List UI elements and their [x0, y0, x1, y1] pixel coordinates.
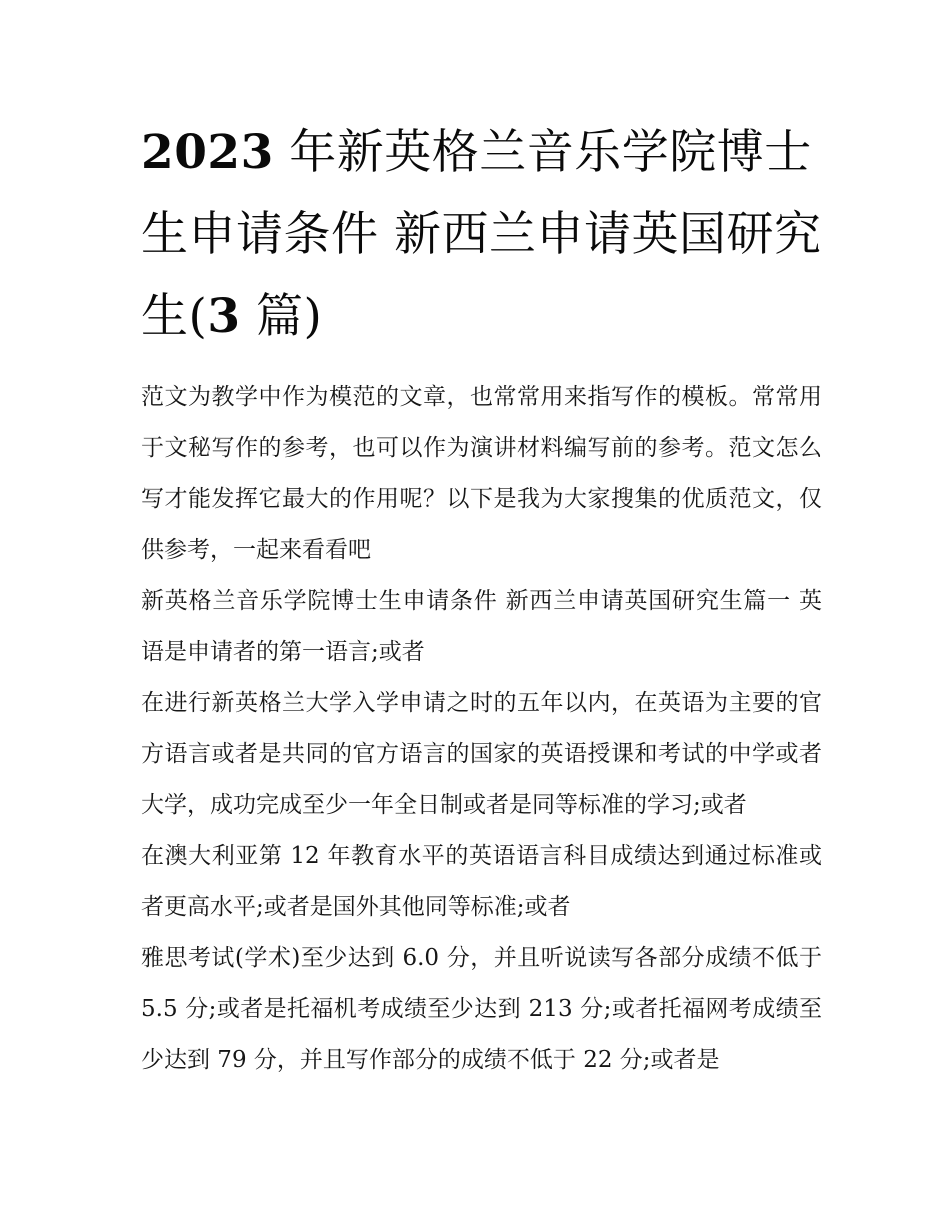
year12-requirement-paragraph: 在澳大利亚第 12 年教育水平的英语语言科目成绩达到通过标准或者更高水平;或者是国外其他同等标准;或者 [141, 843, 822, 920]
section-heading-paragraph: 新英格兰音乐学院博士生申请条件 新西兰申请英国研究生篇一 英语是申请者的第一语言;或者 [141, 588, 822, 665]
title-count: 3 [207, 289, 241, 344]
title-suffix: 篇) [240, 289, 323, 344]
title-text: 年新英格兰音乐学院博士生申请条件 新西兰申请英国研究生( [141, 125, 822, 344]
intro-paragraph: 范文为教学中作为模范的文章，也常常用来指写作的模板。常常用于文秘写作的参考，也可以作为演讲材料编写前的参考。范文怎么写才能发挥它最大的作用呢？以下是我为大家搜集的优质范文，仅供参考，一起来看看吧 [141, 384, 822, 563]
title-year: 2023 [141, 125, 274, 180]
test-score-paragraph: 雅思考试(学术)至少达到 6.0 分，并且听说读写各部分成绩不低于 5.5 分;或者是托福机考成绩至少达到 213 分;或者托福网考成绩至少达到 79 分，并且写作部分的成绩不低于 22 分;或者是 [141, 945, 822, 1073]
study-requirement-paragraph: 在进行新英格兰大学入学申请之时的五年以内，在英语为主要的官方语言或者是共同的官方语言的国家的英语授课和考试的中学或者大学，成功完成至少一年全日制或者是同等标准的学习;或者 [141, 690, 822, 818]
document-title [141, 112, 822, 358]
